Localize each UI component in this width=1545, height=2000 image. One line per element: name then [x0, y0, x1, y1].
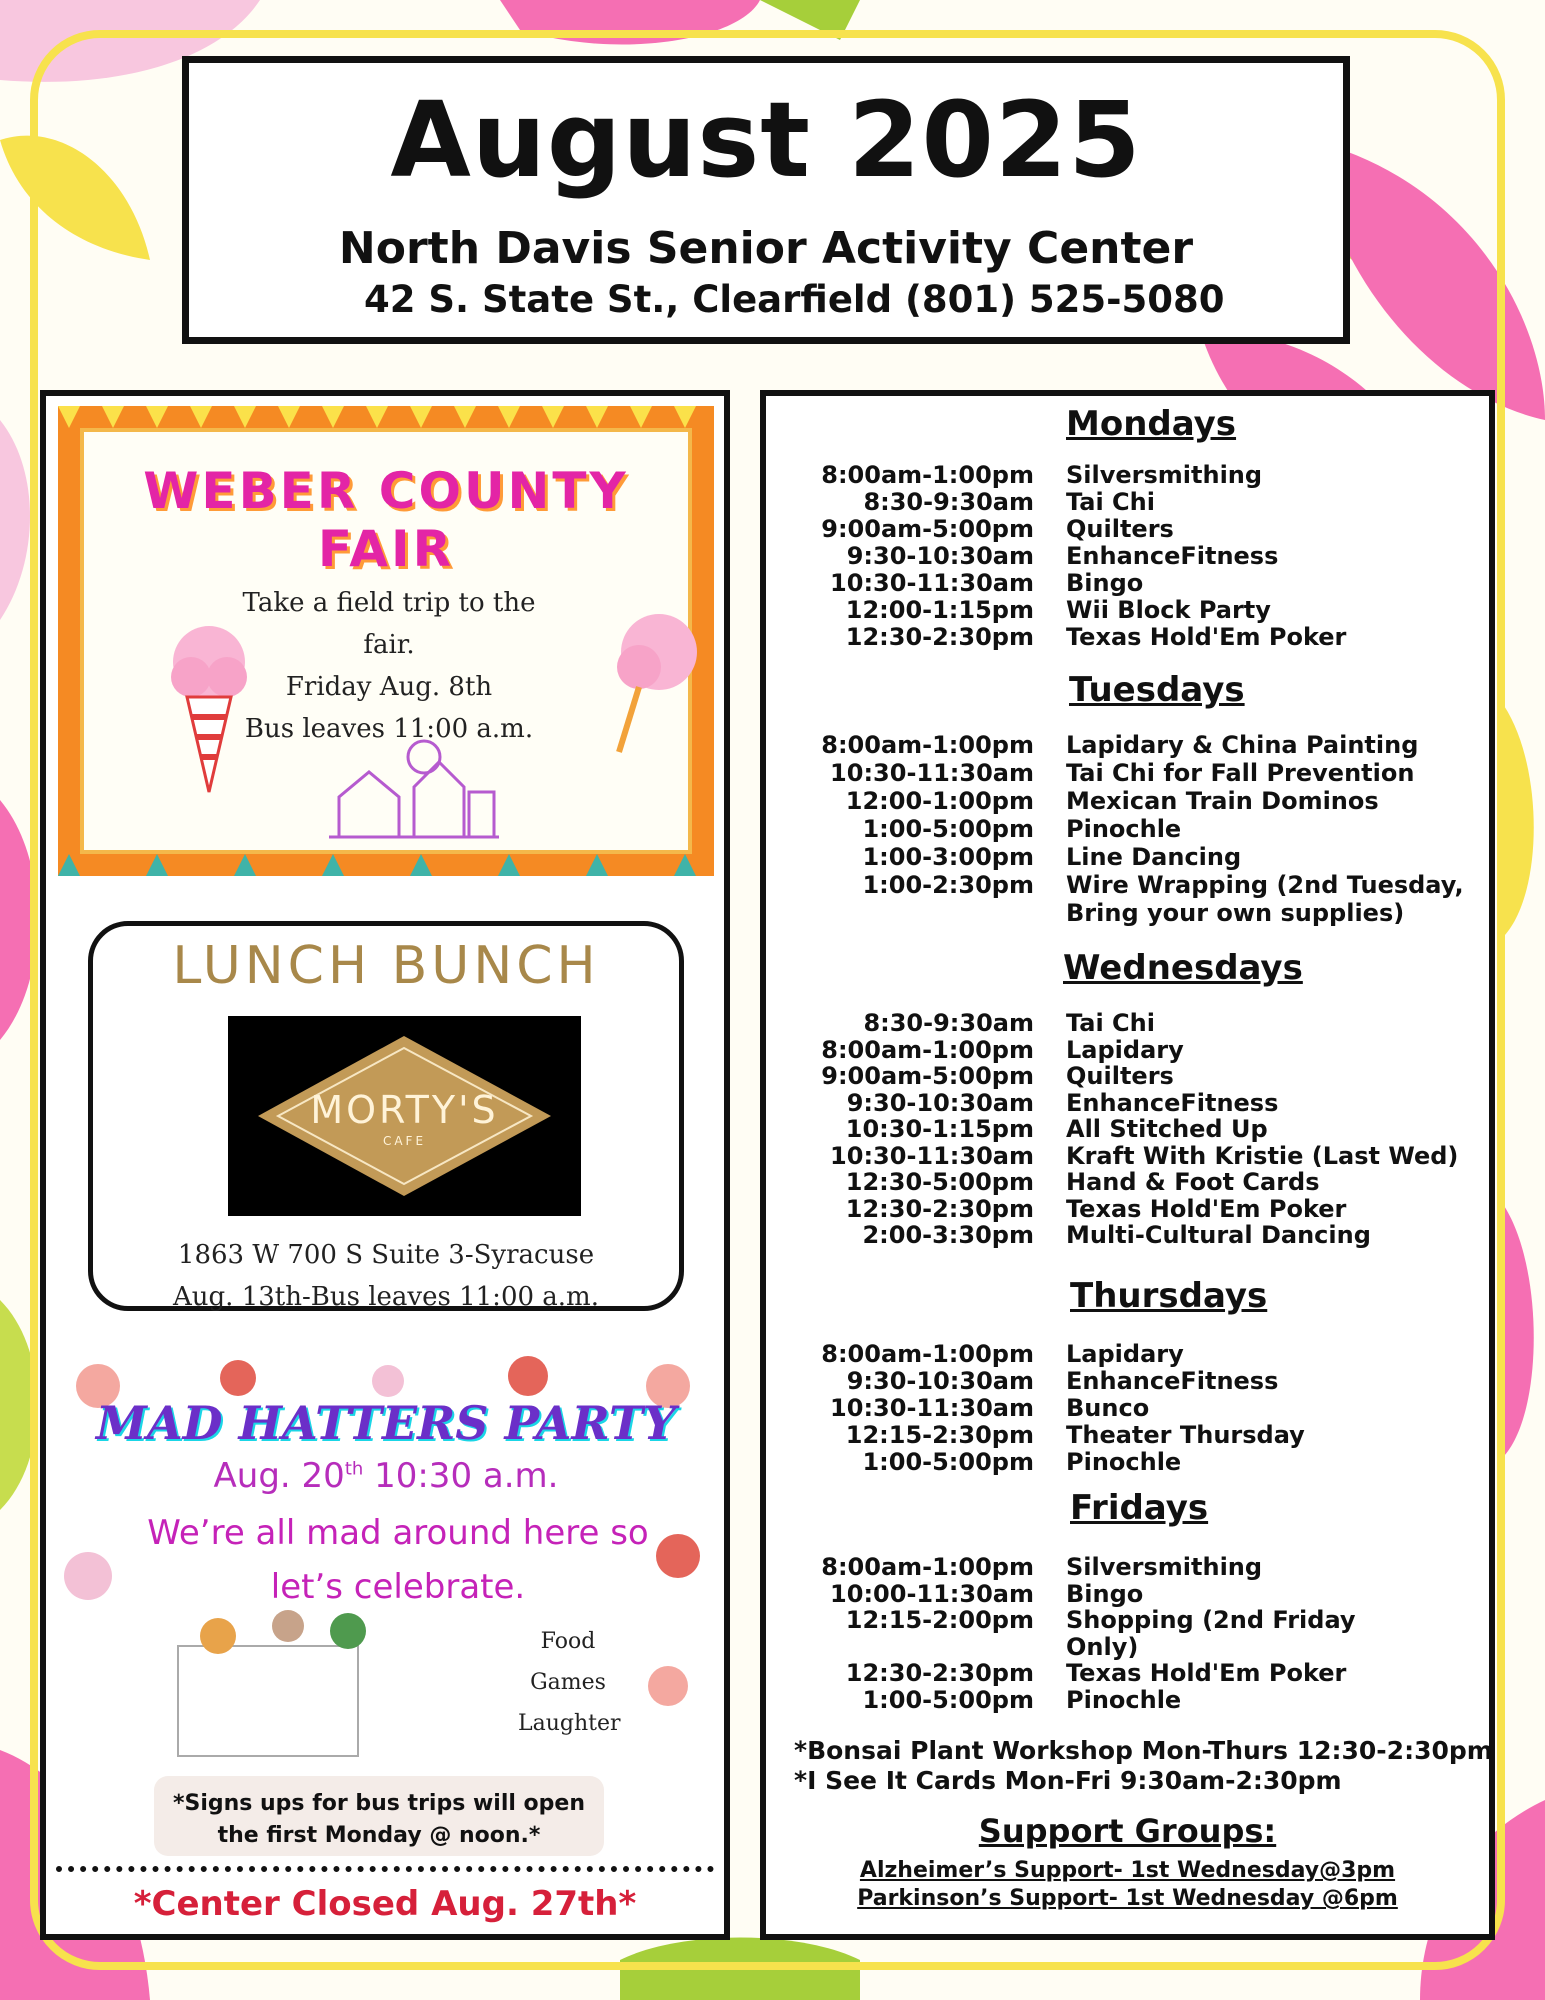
schedule-activity: Lapidary [1066, 1340, 1184, 1368]
heading-fridays: Fridays [1070, 1488, 1209, 1528]
schedule-activity: Quilters [1066, 515, 1174, 543]
schedule-time: 12:30-2:30pm [845, 1659, 1034, 1687]
schedule-row [766, 1449, 1489, 1475]
schedule-activity: Hand & Foot Cards [1066, 1168, 1320, 1196]
fair-card [80, 428, 692, 854]
schedule-time: 8:30-9:30am [863, 1009, 1034, 1037]
schedule-row [766, 543, 1489, 569]
schedule-time: 1:00-2:30pm [862, 871, 1034, 899]
schedule-activity: Only) [1066, 1632, 1139, 1661]
schedule-activity: Multi-Cultural Dancing [1066, 1221, 1371, 1249]
schedule-row [766, 1607, 1489, 1633]
schedule-activity: Tai Chi for Fall Prevention [1066, 759, 1415, 787]
schedule-time: 1:00-5:00pm [862, 1448, 1034, 1476]
schedule-activity: Lapidary & China Painting [1066, 731, 1419, 759]
mortys-name: MORTY'S [310, 1088, 499, 1132]
org-address: 42 S. State St., Clearfield (801) 525-5080 [364, 278, 1225, 321]
support-alzheimers: Alzheimer’s Support- 1st Wednesday@3pm [859, 1858, 1396, 1883]
signup-note: *Signs ups for bus trips will open the first Monday @ noon.* [154, 1776, 604, 1856]
schedule-row [766, 1196, 1489, 1222]
schedule-row [766, 489, 1489, 515]
fairground-icon [329, 737, 499, 847]
schedule-time: 10:30-11:30am [830, 1141, 1034, 1170]
heading-mondays: Mondays [1066, 404, 1237, 444]
page-title: August 2025 [390, 79, 1142, 201]
schedule-activity: Texas Hold'Em Poker [1066, 623, 1347, 651]
schedule-time: 8:00am-1:00pm [821, 461, 1034, 489]
schedule-row [766, 597, 1489, 623]
schedule-activity: Bingo [1066, 1579, 1144, 1608]
schedule-row [766, 1090, 1489, 1116]
schedule-row [766, 516, 1489, 542]
mad-items: Food Games Laughter [518, 1629, 621, 1736]
schedule-time: 8:00am-1:00pm [821, 1340, 1034, 1368]
schedule-time: 8:00am-1:00pm [821, 1035, 1034, 1064]
schedule-row [766, 1368, 1489, 1394]
schedule-row [766, 1222, 1489, 1248]
schedule-time: 12:30-2:30pm [845, 1194, 1034, 1223]
schedule-activity: Silversmithing [1066, 461, 1263, 489]
schedule-activity: Texas Hold'Em Poker [1066, 1659, 1347, 1687]
weber-fair-flyer [58, 406, 714, 876]
schedule-activity: Wire Wrapping (2nd Tuesday, [1066, 871, 1464, 899]
schedule-row [766, 1037, 1489, 1063]
schedule-activity: Wii Block Party [1066, 596, 1271, 624]
schedule-time: 9:30-10:30am [846, 1088, 1034, 1117]
lunch-bunch-flyer [58, 891, 714, 1341]
schedule-activity: Shopping (2nd Friday [1066, 1606, 1356, 1634]
schedule-activity: EnhanceFitness [1066, 1088, 1279, 1117]
schedule-row [766, 732, 1489, 758]
note-cards: *I See It Cards Mon-Fri 9:30am-2:30pm [794, 1766, 1342, 1795]
schedule-time: 12:15-2:30pm [845, 1421, 1034, 1449]
schedule-row [766, 900, 1489, 926]
fair-title: WEBER COUNTY FAIR [143, 462, 629, 578]
schedule-row [766, 570, 1489, 596]
events-column [40, 390, 730, 1940]
schedule-activity: All Stitched Up [1066, 1115, 1268, 1143]
schedule-time: 8:00am-1:00pm [821, 731, 1034, 759]
schedule-activity: Bring your own supplies) [1066, 899, 1405, 927]
schedule-time: 12:00-1:00pm [845, 787, 1034, 815]
schedule-row [766, 1554, 1489, 1580]
schedule-time: 12:00-1:15pm [845, 596, 1034, 624]
note-bonsai: *Bonsai Plant Workshop Mon-Thurs 12:30-2:30pm [794, 1736, 1493, 1765]
schedule-time: 8:00am-1:00pm [821, 1553, 1034, 1581]
schedule-row [766, 1395, 1489, 1421]
schedule-time: 1:00-5:00pm [862, 1685, 1034, 1714]
schedule-row [766, 1634, 1489, 1660]
schedule-activity: Texas Hold'Em Poker [1066, 1194, 1347, 1223]
schedule-column [760, 390, 1495, 1940]
header-box [182, 56, 1350, 344]
schedule-activity: Tai Chi [1066, 1009, 1155, 1037]
schedule-activity: Lapidary [1066, 1035, 1184, 1064]
schedule-row [766, 844, 1489, 870]
schedule-time: 2:00-3:30pm [862, 1221, 1034, 1249]
heading-wednesdays: Wednesdays [1063, 948, 1303, 988]
center-closed-note: *Center Closed Aug. 27th* [133, 1884, 637, 1924]
mortys-logo [228, 1016, 581, 1216]
mortys-sub: CAFE [382, 1134, 427, 1148]
schedule-row [766, 1687, 1489, 1713]
schedule-activity: Quilters [1066, 1062, 1174, 1090]
schedule-row [766, 760, 1489, 786]
schedule-time: 10:30-11:30am [830, 759, 1034, 787]
org-name: North Davis Senior Activity Center [338, 223, 1194, 274]
schedule-activity: Tai Chi [1066, 488, 1155, 516]
schedule-time: 1:00-5:00pm [862, 815, 1034, 843]
mad-hatters-flyer [58, 1356, 714, 1776]
schedule-time: 1:00-3:00pm [862, 843, 1034, 871]
schedule-activity: Pinochle [1066, 1448, 1182, 1476]
schedule-time: 8:30-9:30am [863, 488, 1034, 516]
schedule-time: 12:30-5:00pm [845, 1168, 1034, 1196]
schedule-row [766, 816, 1489, 842]
schedule-row [766, 1116, 1489, 1142]
support-parkinsons: Parkinson’s Support- 1st Wednesday @6pm [857, 1886, 1398, 1911]
schedule-time: 10:30-11:30am [830, 569, 1034, 597]
mad-title: MAD HATTERS PARTY [96, 1396, 676, 1450]
schedule-time: 12:30-2:30pm [845, 623, 1034, 651]
schedule-time: 9:30-10:30am [846, 542, 1034, 570]
schedule-row [766, 1581, 1489, 1607]
cotton-candy-stick-icon [604, 607, 704, 757]
schedule-activity: Pinochle [1066, 1685, 1182, 1714]
schedule-time: 10:00-11:30am [830, 1579, 1034, 1608]
schedule-activity: Mexican Train Dominos [1066, 787, 1379, 815]
schedule-row [766, 1660, 1489, 1686]
dotted-divider [56, 1866, 714, 1872]
lunch-title: LUNCH BUNCH [172, 936, 600, 996]
schedule-row [766, 1063, 1489, 1089]
schedule-time: 10:30-11:30am [830, 1394, 1034, 1422]
schedule-row [766, 462, 1489, 488]
mad-message: We’re all mad around here so let’s celebrate. [147, 1513, 649, 1607]
schedule-activity: Kraft With Kristie (Last Wed) [1066, 1141, 1459, 1170]
schedule-activity: Line Dancing [1066, 843, 1242, 871]
heading-thursdays: Thursdays [1070, 1276, 1268, 1316]
schedule-row [766, 624, 1489, 650]
schedule-activity: Pinochle [1066, 815, 1182, 843]
schedule-row [766, 1341, 1489, 1367]
schedule-row [766, 788, 1489, 814]
schedule-time: 10:30-1:15pm [845, 1115, 1034, 1143]
schedule-time: 9:30-10:30am [846, 1367, 1034, 1395]
schedule-time: 12:15-2:00pm [845, 1606, 1034, 1634]
schedule-activity: EnhanceFitness [1066, 542, 1279, 570]
lunch-details: 1863 W 700 S Suite 3-Syracuse Aug. 13th-Bus leaves 11:00 a.m. [173, 1240, 599, 1312]
schedule-row [766, 1010, 1489, 1036]
schedule-activity: Bunco [1066, 1394, 1150, 1422]
schedule-row [766, 1143, 1489, 1169]
schedule-time: 9:00am-5:00pm [821, 515, 1034, 543]
schedule-row [766, 872, 1489, 898]
schedule-activity: Silversmithing [1066, 1553, 1263, 1581]
schedule-row [766, 1169, 1489, 1195]
schedule-time: 9:00am-5:00pm [821, 1062, 1034, 1090]
heading-tuesdays: Tuesdays [1069, 670, 1245, 710]
schedule-activity: Theater Thursday [1066, 1421, 1305, 1449]
schedule-activity: Bingo [1066, 569, 1144, 597]
fair-details: Take a field trip to the fair. Friday Aug. 8th Bus leaves 11:00 a.m. [242, 588, 536, 744]
schedule-activity: EnhanceFitness [1066, 1367, 1279, 1395]
support-heading: Support Groups: [978, 1812, 1277, 1850]
schedule-row [766, 1422, 1489, 1448]
mad-date: Aug. 20th 10:30 a.m. [213, 1456, 559, 1496]
